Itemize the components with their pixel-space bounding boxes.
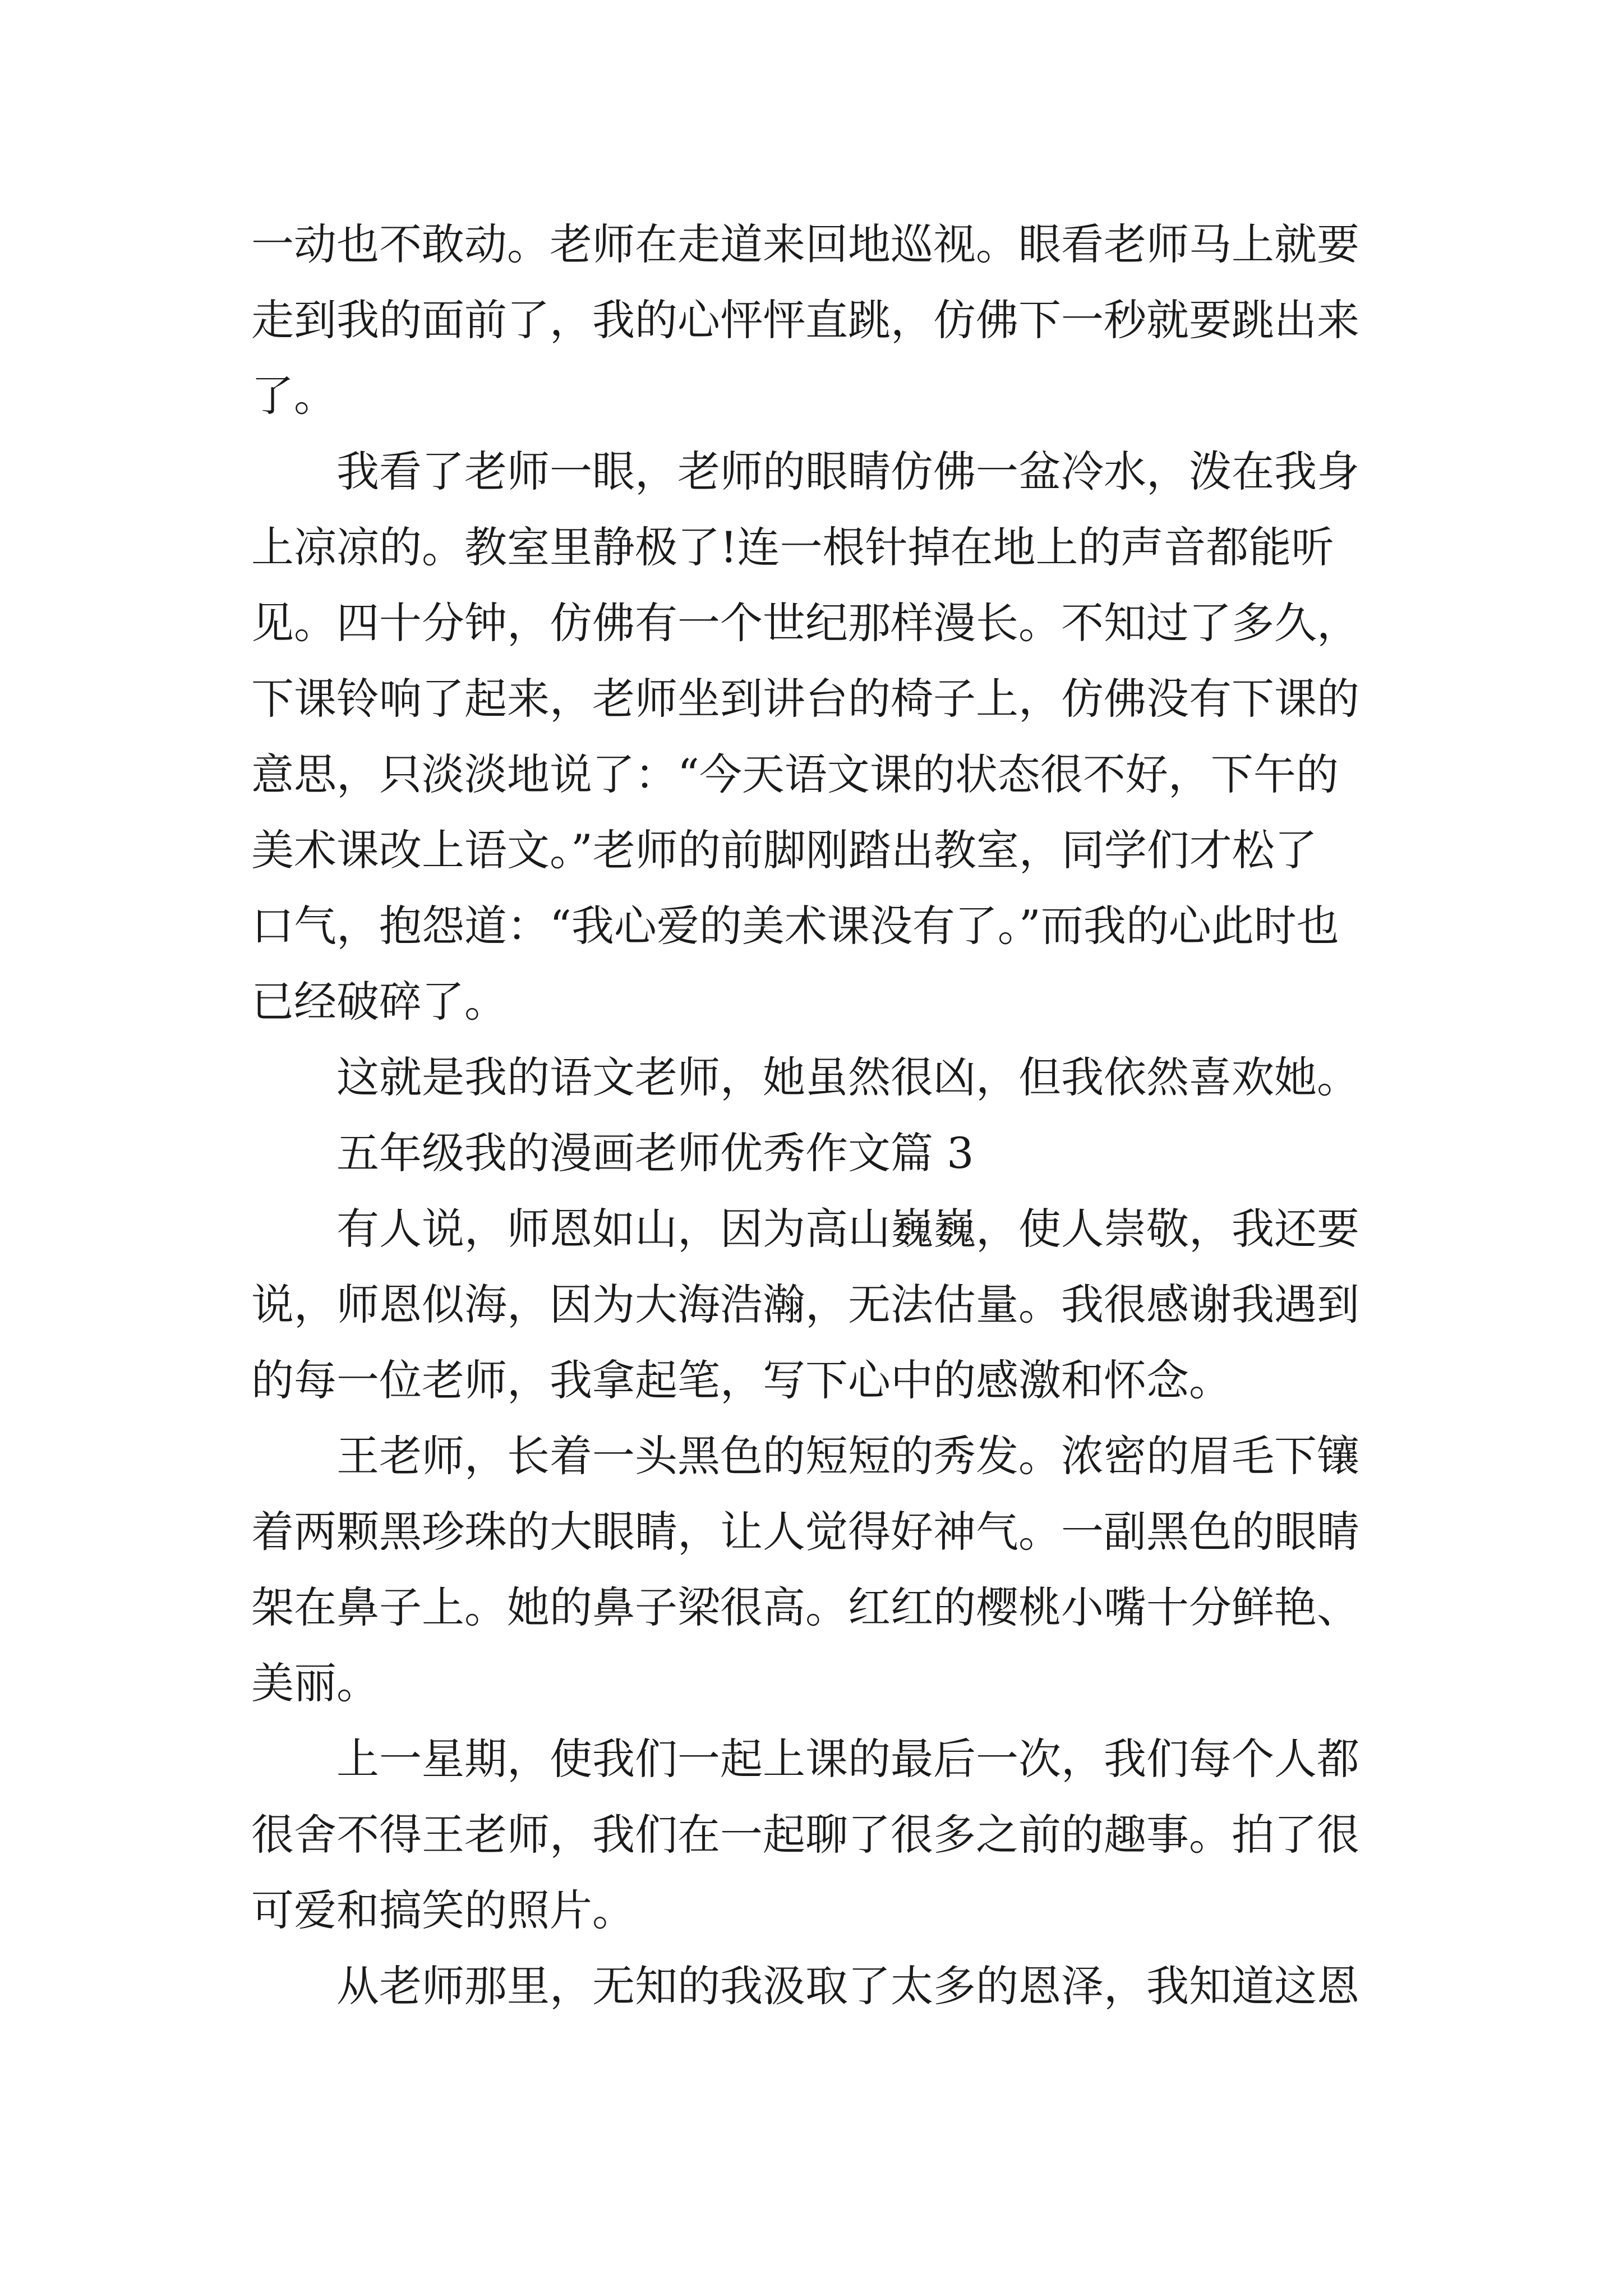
text-line: 美丽。 <box>251 1658 379 1708</box>
text-line: 上凉凉的。教室里静极了!连一根针掉在地上的声音都能听 <box>251 522 1334 572</box>
text-line: 这就是我的语文老师，她虽然很凶，但我依然喜欢她。 <box>336 1052 1359 1102</box>
text-line: 我看了老师一眼，老师的眼睛仿佛一盆冷水，泼在我身 <box>336 447 1359 496</box>
text-line: 有人说，师恩如山，因为高山巍巍，使人崇敬，我还要 <box>336 1204 1359 1254</box>
section-heading: 五年级我的漫画老师优秀作文篇 3 <box>336 1128 974 1178</box>
article-body <box>251 206 1401 2024</box>
text-line: 见。四十分钟，仿佛有一个世纪那样漫长。不知过了多久， <box>251 598 1359 648</box>
text-line: 从老师那里，无知的我汲取了太多的恩泽，我知道这恩 <box>336 1961 1359 2011</box>
text-line: 下课铃响了起来，老师坐到讲台的椅子上，仿佛没有下课的 <box>251 674 1359 724</box>
text-line: 着两颗黑珍珠的大眼睛，让人觉得好神气。一副黑色的眼睛 <box>251 1507 1359 1557</box>
text-line: 意思，只淡淡地说了：“今天语文课的状态很不好，下午的 <box>251 749 1339 799</box>
text-line: 说，师恩似海，因为大海浩瀚，无法估量。我很感谢我遇到 <box>251 1280 1359 1329</box>
text-line: 了。 <box>251 371 336 421</box>
text-line: 已经破碎了。 <box>251 977 507 1027</box>
text-line: 很舍不得王老师，我们在一起聊了很多之前的趣事。拍了很 <box>251 1810 1359 1860</box>
text-line: 一动也不敢动。老师在走道来回地巡视。眼看老师马上就要 <box>251 219 1359 269</box>
text-line: 的每一位老师，我拿起笔，写下心中的感激和怀念。 <box>251 1355 1232 1405</box>
text-line: 走到我的面前了，我的心怦怦直跳，仿佛下一秒就要跳出来 <box>251 295 1359 345</box>
text-line: 美术课改上语文。”老师的前脚刚踏出教室，同学们才松了 <box>251 825 1317 875</box>
text-line: 上一星期，使我们一起上课的最后一次，我们每个人都 <box>336 1734 1359 1784</box>
text-line: 架在鼻子上。她的鼻子梁很高。红红的樱桃小嘴十分鲜艳、 <box>251 1582 1359 1632</box>
text-line: 王老师，长着一头黑色的短短的秀发。浓密的眉毛下镶 <box>336 1431 1359 1481</box>
text-line: 可爱和搞笑的照片。 <box>251 1885 635 1935</box>
text-line: 口气，抱怨道：“我心爱的美术课没有了。”而我的心此时也 <box>251 901 1339 951</box>
